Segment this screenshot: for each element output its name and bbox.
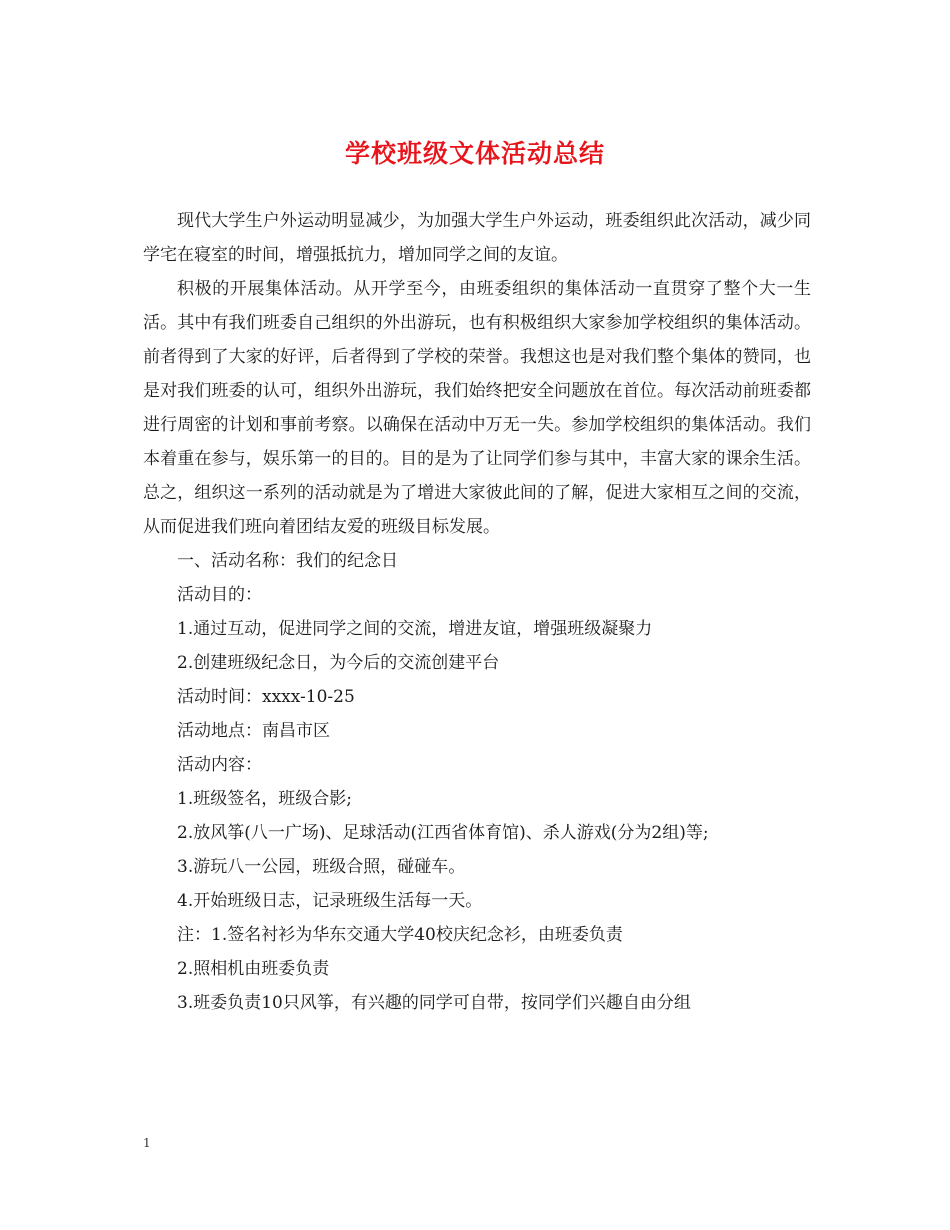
- purpose-item-2: 2.创建班级纪念日，为今后的交流创建平台: [177, 653, 500, 673]
- activity-purpose-heading: 活动目的：: [177, 585, 262, 605]
- purpose-item-1: 1.通过互动，促进同学之间的交流，增进友谊，增强班级凝聚力: [177, 619, 653, 639]
- note-item-1: 注：1.签名衬衫为华东交通大学40校庆纪念衫，由班委负责: [177, 925, 623, 945]
- page-number: 1: [143, 1136, 151, 1150]
- activity-name-line: 一、活动名称：我们的纪念日: [177, 551, 398, 571]
- document-title: 学校班级文体活动总结: [344, 139, 605, 168]
- content-item-4: 4.开始班级日志，记录班级生活每一天。: [177, 891, 483, 911]
- content-item-2: 2.放风筝(八一广场)、足球活动(江西省体育馆)、杀人游戏(分为2组)等;: [177, 823, 709, 843]
- activity-content-heading: 活动内容：: [177, 755, 262, 775]
- paragraph-collective-activities: 积极的开展集体活动。从开学至今，由班委组织的集体活动一直贯穿了整个大一生活。其中有我们班委自己组织的外出游玩，也有积极组织大家参加学校组织的集体活动。前者得到了大家的好评，后者得到了学校的荣誉。我想这也是对我们整个集体的赞同，也是对我们班委的认可，组织外出游玩，我们始终把安全问题放在首位。每次活动前班委都进行周密的计划和事前考察。以确保在活动中万无一失。参加学校组织的集体活动。我们本着重在参与，娱乐第一的目的。目的是为了让同学们参与其中，丰富大家的课余生活。总之，组织这一系列的活动就是为了增进大家彼此间的了解，促进大家相互之间的交流，从而促进我们班向着团结友爱的班级目标发展。: [143, 279, 811, 537]
- content-item-1: 1.班级签名，班级合影;: [177, 789, 352, 809]
- activity-location-line: 活动地点：南昌市区: [177, 721, 330, 741]
- document-body: [143, 204, 811, 1020]
- note-item-3: 3.班委负责10只风筝，有兴趣的同学可自带，按同学们兴趣自由分组: [177, 993, 691, 1013]
- activity-time-line: 活动时间：xxxx-10-25: [177, 687, 355, 707]
- note-item-2: 2.照相机由班委负责: [177, 959, 330, 979]
- content-item-3: 3.游玩八一公园，班级合照，碰碰车。: [177, 857, 466, 877]
- paragraph-intro: 现代大学生户外运动明显减少，为加强大学生户外运动，班委组织此次活动，减少同学宅在寝室的时间，增强抵抗力，增加同学之间的友谊。: [143, 211, 811, 265]
